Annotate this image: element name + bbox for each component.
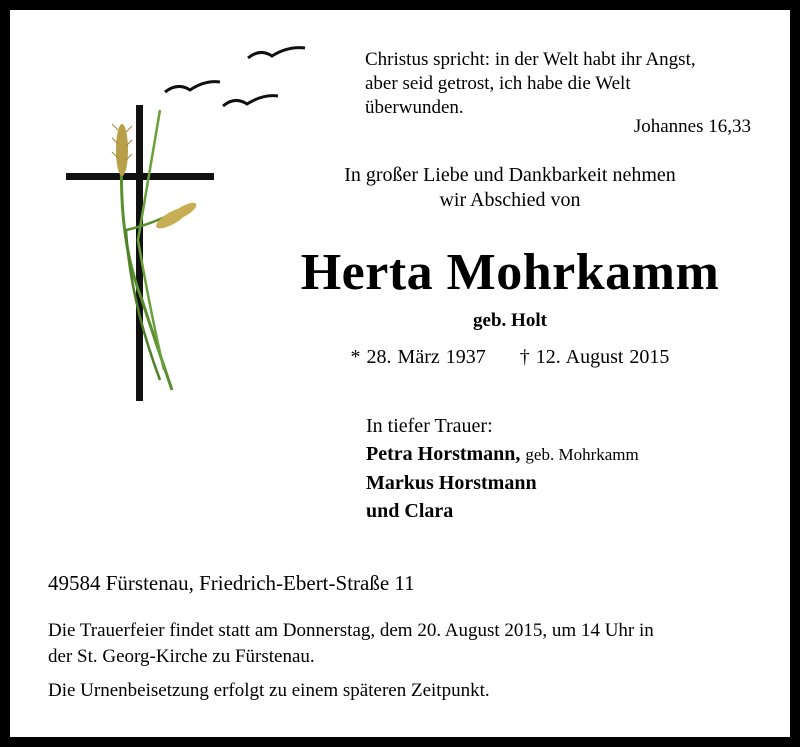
burial-text: Die Urnenbeisetzung erfolgt zu einem späteren Zeitpunkt. — [48, 680, 490, 701]
ceremony-line: der St. Georg-Kirche zu Fürstenau. — [48, 646, 315, 667]
quote-line: aber seid getrost, ich habe die Welt — [365, 73, 631, 94]
mourner — [366, 440, 639, 469]
mourner-name: und Clara — [366, 500, 454, 522]
birth-date: * 28. März 1937 — [350, 346, 486, 368]
birth-name: geb. Holt — [473, 310, 547, 331]
mourner-name: Petra Horstmann, — [366, 443, 521, 465]
deceased-name: Herta Mohrkamm — [300, 244, 720, 301]
bird-icon — [223, 96, 278, 106]
death-date: † 12. August 2015 — [519, 346, 670, 368]
quote-reference: Johannes 16,33 — [633, 116, 751, 137]
mourner — [366, 497, 639, 525]
life-dates — [280, 346, 740, 369]
mourners-heading: In tiefer Trauer: — [366, 415, 493, 437]
obituary-card — [10, 10, 790, 737]
ceremony-text — [48, 618, 768, 670]
mourner-name: Markus Horstmann — [366, 472, 537, 494]
intro-line: In großer Liebe und Dankbarkeit nehmen — [344, 164, 676, 186]
quote-line: überwunden. — [365, 97, 464, 118]
quote-line: Christus spricht: in der Welt habt ihr Angst, — [365, 49, 696, 70]
intro-line: wir Abschied von — [439, 189, 581, 211]
bible-quote — [365, 48, 785, 120]
mourners-block — [366, 412, 639, 525]
ceremony-line: Die Trauerfeier findet statt am Donnerstag, dem 20. August 2015, um 14 Uhr in — [48, 620, 654, 641]
mourner — [366, 469, 639, 497]
mourner-note: geb. Mohrkamm — [525, 445, 639, 464]
intro-text — [280, 163, 740, 213]
bird-icon — [165, 82, 220, 92]
bird-icon — [248, 48, 305, 58]
address: 49584 Fürstenau, Friedrich-Ebert-Straße 11 — [48, 571, 415, 595]
